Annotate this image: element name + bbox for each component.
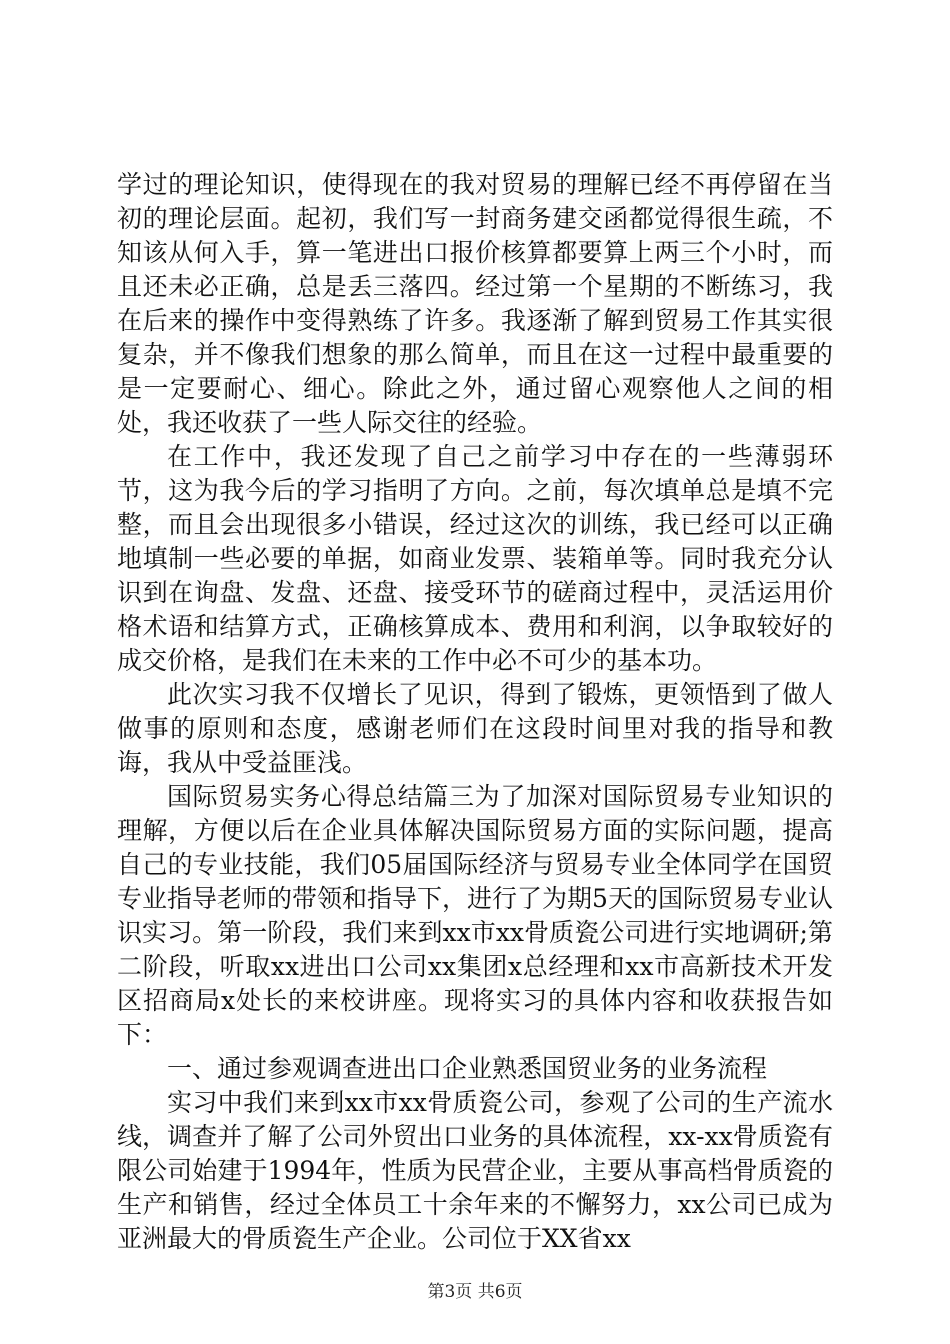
paragraph-1: 学过的理论知识，使得现在的我对贸易的理解已经不再停留在当初的理论层面。起初，我们写一封商务建交函都觉得很生疏，不知该从何入手，算一笔进出口报价核算都要算上两三个小时，而且还未必正确，总是丢三落四。经过第一个星期的不断练习，我在后来的操作中变得熟练了许多。我逐渐了解到贸易工作其实很复杂，并不像我们想象的那么简单，而且在这一过程中最重要的是一定要耐心、细心。除此之外，通过留心观察他人之间的相处，我还收获了一些人际交往的经验。 (117, 170, 833, 437)
document-body (117, 168, 833, 1256)
paragraph-6: 实习中我们来到xx市xx骨质瓷公司，参观了公司的生产流水线，调查并了解了公司外贸出口业务的具体流程，xx-xx骨质瓷有限公司始建于1994年，性质为民营企业，主要从事高档骨质瓷的生产和销售，经过全体员工十余年来的不懈努力，xx公司已成为亚洲最大的骨质瓷生产企业。公司位于XX省xx (117, 1088, 833, 1253)
paragraph-2: 在工作中，我还发现了自己之前学习中存在的一些薄弱环节，这为我今后的学习指明了方向。之前，每次填单总是填不完整，而且会出现很多小错误，经过这次的训练，我已经可以正确地填制一些必要的单据，如商业发票、装箱单等。同时我充分认识到在询盘、发盘、还盘、接受环节的磋商过程中，灵活运用价格术语和结算方式，正确核算成本、费用和利润，以争取较好的成交价格，是我们在未来的工作中必不可少的基本功。 (117, 442, 833, 675)
paragraph-3: 此次实习我不仅增长了见识，得到了锻炼，更领悟到了做人做事的原则和态度，感谢老师们在这段时间里对我的指导和教诲，我从中受益匪浅。 (117, 680, 833, 777)
section-heading: 一、通过参观调查进出口企业熟悉国贸业务的业务流程 (167, 1054, 768, 1083)
page-number-footer: 第3页 共6页 (427, 1282, 523, 1302)
paragraph-4: 国际贸易实务心得总结篇三为了加深对国际贸易专业知识的理解，方便以后在企业具体解决国际贸易方面的实际问题，提高自己的专业技能，我们05届国际经济与贸易专业全体同学在国贸专业指导老师的带领和指导下，进行了为期5天的国际贸易专业认识实习。第一阶段，我们来到xx市xx骨质瓷公司进行实地调研;第二阶段，听取xx进出口公司xx集团x总经理和xx市高新技术开发区招商局x处长的来校讲座。现将实习的具体内容和收获报告如下： (117, 782, 833, 1049)
